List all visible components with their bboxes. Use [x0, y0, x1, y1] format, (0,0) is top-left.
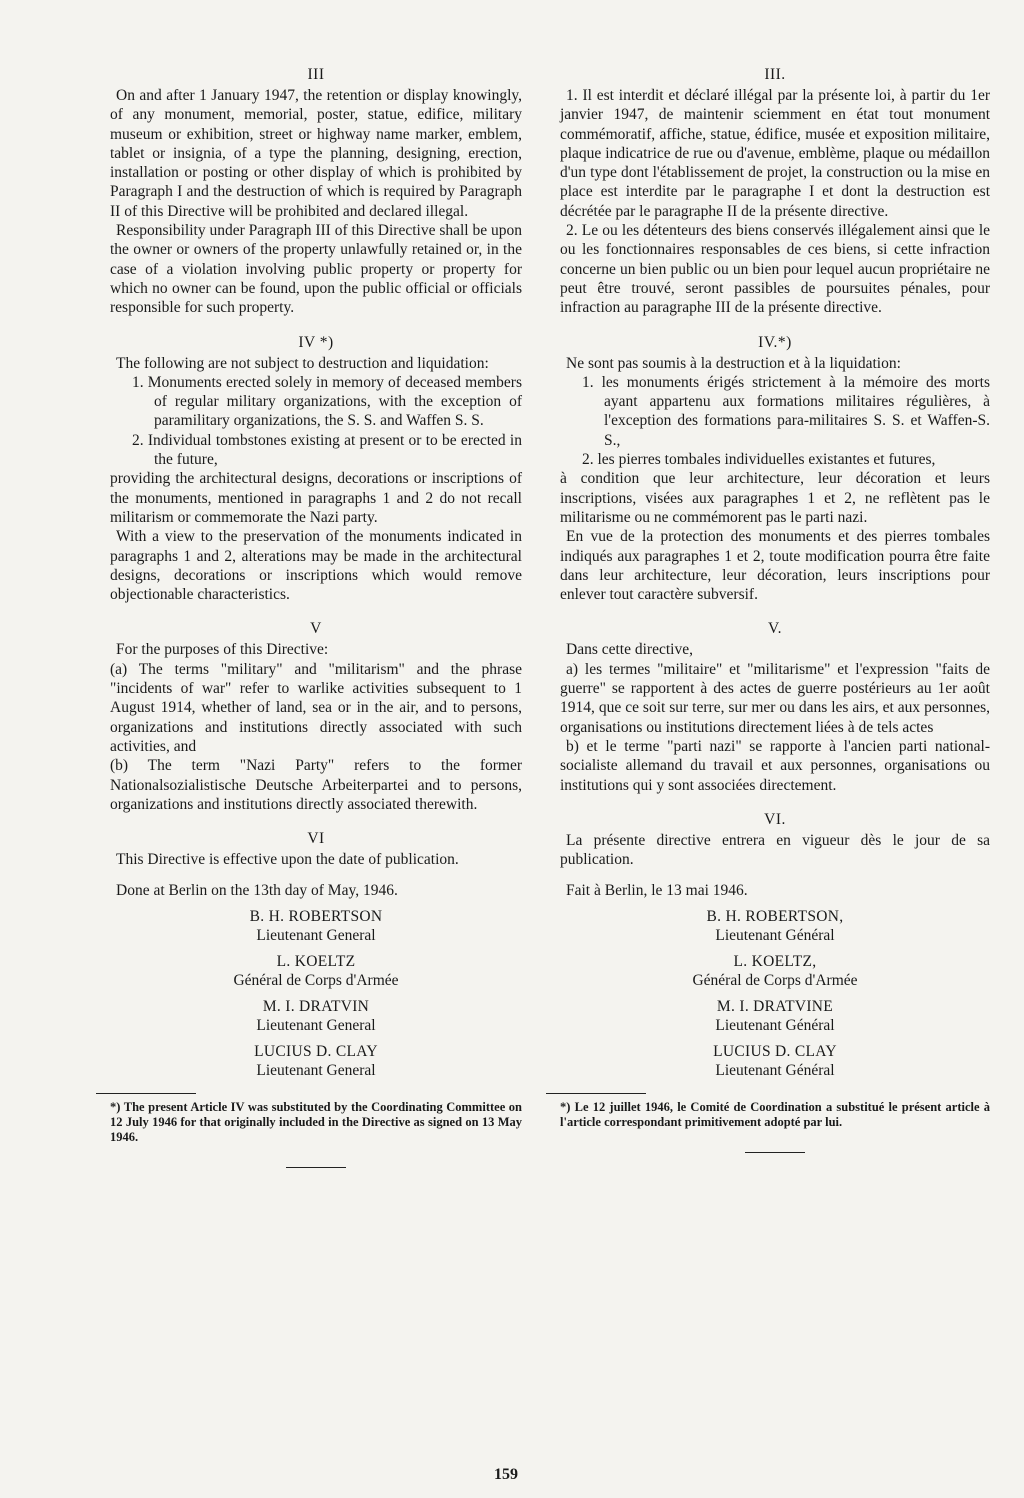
signatory-title: Lieutenant General — [256, 1062, 376, 1080]
list-item: 2. Individual tombstones existing at present or to be erected in the future, — [132, 431, 522, 469]
end-divider — [286, 1167, 346, 1168]
section-heading-v: V — [310, 620, 322, 638]
signatory-name: LUCIUS D. CLAY — [713, 1042, 837, 1060]
paragraph: a) les termes "militaire" et "militarisme" et l'expression "faits de guerre" se rapportent à des actes de guerre postérieurs au 1er août 1914, que ce soit sur terre, sur mer ou dans les airs, et aux personnes, organisations ou institutions directement liées à de tels actes — [560, 660, 990, 736]
paragraph: à condition que leur architecture, leur décoration et leurs inscriptions, visées aux paragraphes 1 et 2, ne reflètent pas le militarisme ou ne commémorent pas le parti nazi. — [560, 470, 990, 526]
list-item: 1. les monuments érigés strictement à la mémoire des morts ayant appartenu aux formations militaires régulières, à l'exception des formations para-militaires S. S. et Waffen-S. S., — [582, 373, 990, 449]
exception-list — [110, 373, 522, 469]
section-heading-iii: III. — [764, 66, 786, 83]
signatory-title: Général de Corps d'Armée — [233, 972, 399, 990]
section-heading-iv: IV *) — [298, 333, 334, 351]
section-heading-v: V. — [767, 620, 783, 638]
signatory-name: B. H. ROBERTSON, — [706, 907, 844, 925]
paragraph: This Directive is effective upon the date of publication. — [116, 851, 459, 869]
footnote-divider — [546, 1093, 646, 1094]
paragraph: Responsibility under Paragraph III of this Directive shall be upon the owner or owners of the property unlawfully retained or, in the case of a violation involving public property or property for which no owner can be found, upon the public official or officials responsible for such property. — [110, 222, 522, 317]
paragraph: With a view to the preservation of the monuments indicated in paragraphs 1 and 2, alterations may be made in the architectural designs, decorations or inscriptions which would remove objectionable characteristics. — [110, 528, 522, 604]
section-heading-iii: III — [307, 66, 325, 83]
signatory-name: M. I. DRATVIN — [262, 997, 370, 1015]
paragraph: (a) The terms "military" and "militarism" and the phrase "incidents of war" refer to warlike activities subsequent to 1 August 1914, whether of land, sea or in the air, and to persons, organizations and institutions directly associated with such activities, and — [110, 660, 522, 755]
signature-block — [560, 907, 990, 1081]
signatory-title: Lieutenant General — [256, 1017, 376, 1035]
paragraph: Ne sont pas soumis à la destruction et à la liquidation: — [566, 354, 901, 372]
paragraph: providing the architectural designs, decorations or inscriptions of the monuments, mentioned in paragraphs 1 and 2 do not recall militarism or commemorate the Nazi party. — [110, 470, 522, 526]
signatory-title: Lieutenant General — [256, 927, 376, 945]
list-item: 2. les pierres tombales individuelles existantes et futures, — [582, 451, 936, 469]
place-date-line: Fait à Berlin, le 13 mai 1946. — [566, 882, 748, 900]
list-item: 1. Monuments erected solely in memory of deceased members of regular military organizations, with the exception of paramilitary organizations, the S. S. and Waffen S. S. — [132, 373, 522, 430]
paragraph: 2. Le ou les détenteurs des biens conservés illégalement ainsi que le ou les fonctionnaires responsables de ces biens, si cette infraction concerne un bien public ou un bien pour lequel aucun propriétaire ne peut être trouvé, seront passibles de poursuites pénales, pour infraction au paragraphe III de la présente directive. — [560, 222, 990, 317]
signatory-title: Lieutenant Général — [715, 1062, 835, 1080]
signatory-name: L. KOELTZ — [276, 952, 356, 970]
signatory-name: B. H. ROBERTSON — [249, 907, 383, 925]
footnote-divider — [96, 1093, 196, 1094]
paragraph: Dans cette directive, — [566, 641, 693, 659]
paragraph: (b) The term "Nazi Party" refers to the former Nationalsozialistische Deutsche Arbeiterpartei and to persons, organizations and institutions directly associated therewith. — [110, 757, 522, 813]
signature-block — [110, 907, 522, 1081]
section-heading-vi: VI — [307, 830, 325, 848]
place-date-line: Done at Berlin on the 13th day of May, 1946. — [116, 882, 398, 900]
english-column — [110, 62, 522, 1168]
end-divider — [745, 1152, 805, 1153]
paragraph: En vue de la protection des monuments et des pierres tombales indiqués aux paragraphes 1 et 2, toute modification pourra être faite dans leur architecture, leur décoration, leurs inscriptions pour enlever tout caractère subversif. — [560, 528, 990, 604]
signatory-name: LUCIUS D. CLAY — [254, 1042, 378, 1060]
signatory-title: Général de Corps d'Armée — [692, 972, 858, 990]
paragraph: For the purposes of this Directive: — [116, 641, 329, 659]
french-column — [560, 62, 990, 1153]
exception-list — [560, 373, 990, 469]
paragraph: 1. Il est interdit et déclaré illégal par la présente loi, à partir du 1er janvier 1947, de maintenir sciemment en état tout monument commémoratif, affiche, statue, édifice, musée et exposition militaire, plaque indicatrice de rue ou d'avenue, emblème, plaque ou médaillon d'un type dont l'établissement de projet, la construction ou la mise en place est interdite par le paragraphe I et dont la destruction est décrétée par le paragraphe II de la présente directive. — [560, 87, 990, 220]
paragraph: La présente directive entrera en vigueur dès le jour de sa publication. — [560, 831, 990, 869]
section-heading-vi: VI. — [764, 810, 786, 828]
signatory-title: Lieutenant Général — [715, 927, 835, 945]
paragraph: The following are not subject to destruction and liquidation: — [116, 354, 489, 372]
paragraph: On and after 1 January 1947, the retention or display knowingly, of any monument, memorial, poster, statue, edifice, military museum or exhibition, street or highway name marker, emblem, tablet or insignia, of a type the planning, designing, erection, installation or posting or other display of which is prohibited by Paragraph I and the destruction of which is required by Paragraph II of this Directive will be prohibited and declared illegal. — [110, 87, 522, 220]
page-number: 159 — [494, 1466, 518, 1483]
footnote: *) Le 12 juillet 1946, le Comité de Coordination a substitué le présent article à l'article correspondant primitivement adopté par lui. — [560, 1099, 990, 1129]
paragraph: b) et le terme "parti nazi" se rapporte à l'ancien parti national-socialiste allemand du travail et aux personnes, organisations ou institutions qui y sont associées directement. — [560, 737, 990, 794]
signatory-name: L. KOELTZ, — [733, 952, 817, 970]
section-heading-iv: IV.*) — [758, 333, 792, 351]
signatory-title: Lieutenant Général — [715, 1017, 835, 1035]
footnote: *) The present Article IV was substituted by the Coordinating Committee on 12 July 1946 for that originally included in the Directive as signed on 13 May 1946. — [110, 1099, 522, 1144]
signatory-name: M. I. DRATVINE — [716, 997, 834, 1015]
